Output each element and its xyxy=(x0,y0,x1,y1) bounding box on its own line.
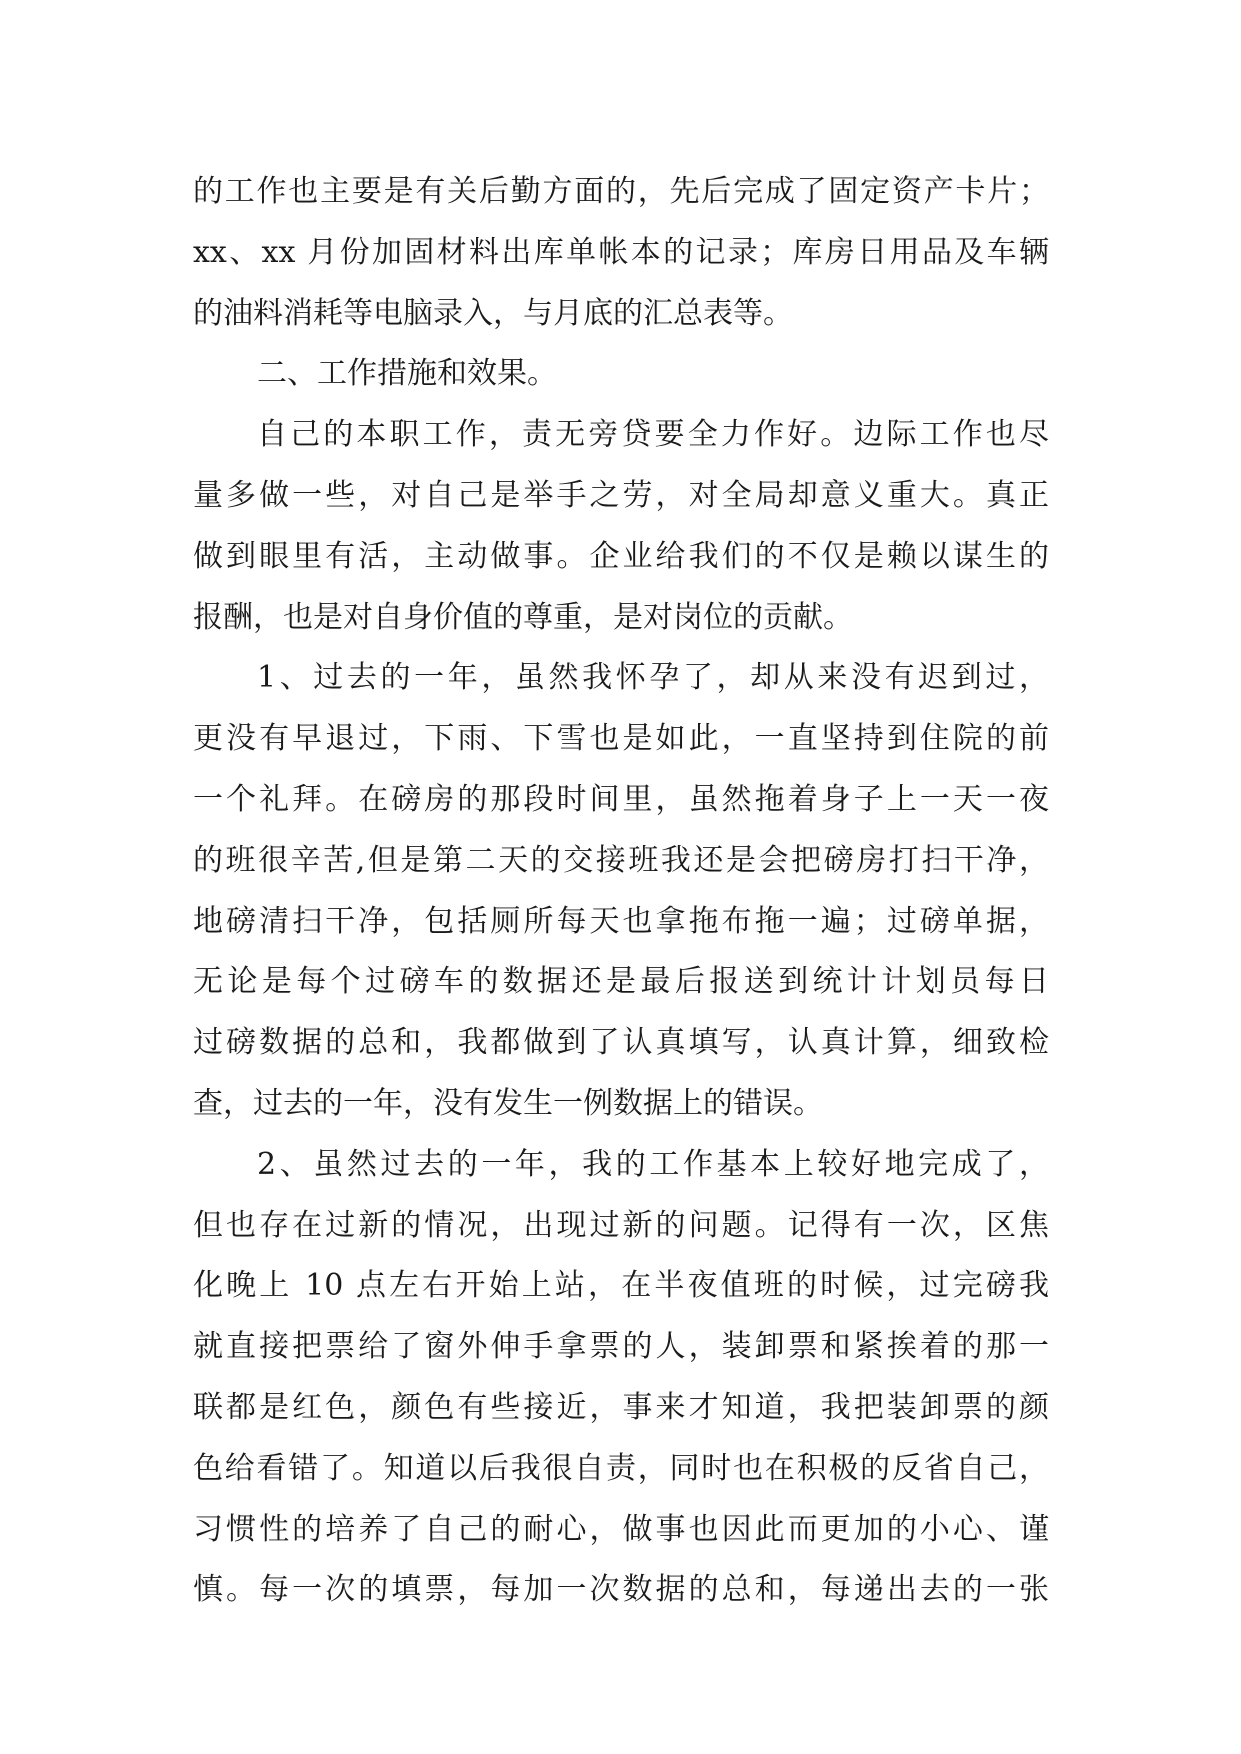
text-line: 慎。每一次的填票，每加一次数据的总和，每递出去的一张 xyxy=(193,1572,1049,1608)
text-line: 查，过去的一年，没有发生一例数据上的错误。 xyxy=(193,1085,823,1121)
text-line: 色给看错了。知道以后我很自责，同时也在积极的反省自己， xyxy=(193,1450,1049,1486)
section-heading: 二、工作措施和效果。 xyxy=(257,356,557,392)
text-line: 的班很辛苦,但是第二天的交接班我还是会把磅房打扫干净， xyxy=(193,842,1049,878)
text-line: 地磅清扫干净，包括厕所每天也拿拖布拖一遍；过磅单据， xyxy=(193,903,1049,939)
text-line: 的油料消耗等电脑录入，与月底的汇总表等。 xyxy=(193,295,793,331)
text-line: 更没有早退过，下雨、下雪也是如此，一直坚持到住院的前 xyxy=(193,721,1049,757)
text-line: 自己的本职工作，责无旁贷要全力作好。边际工作也尽 xyxy=(257,417,1049,453)
text-line: 做到眼里有活，主动做事。企业给我们的不仅是赖以谋生的 xyxy=(193,538,1049,574)
text-line: 联都是红色，颜色有些接近，事来才知道，我把装卸票的颜 xyxy=(193,1389,1049,1425)
text-line: 就直接把票给了窗外伸手拿票的人，装卸票和紧挨着的那一 xyxy=(193,1329,1049,1365)
text-line: 报酬，也是对自身价值的尊重，是对岗位的贡献。 xyxy=(193,599,853,635)
body-text xyxy=(193,162,1049,1621)
text-line: xx、xx 月份加固材料出库单帐本的记录；库房日用品及车辆 xyxy=(193,234,1049,270)
text-line: 一个礼拜。在磅房的那段时间里，虽然拖着身子上一天一夜 xyxy=(193,781,1049,817)
text-line: 2、虽然过去的一年，我的工作基本上较好地完成了， xyxy=(257,1146,1049,1182)
text-line: 习惯性的培养了自己的耐心，做事也因此而更加的小心、谨 xyxy=(193,1511,1049,1547)
text-line: 1、过去的一年，虽然我怀孕了，却从来没有迟到过， xyxy=(257,660,1049,696)
text-line: 但也存在过新的情况，出现过新的问题。记得有一次，区焦 xyxy=(193,1207,1049,1243)
text-line: 量多做一些，对自己是举手之劳，对全局却意义重大。真正 xyxy=(193,477,1049,513)
text-line: 过磅数据的总和，我都做到了认真填写，认真计算，细致检 xyxy=(193,1025,1049,1061)
text-line: 的工作也主要是有关后勤方面的，先后完成了固定资产卡片； xyxy=(193,174,1049,209)
text-line: 化晚上 10 点左右开始上站，在半夜值班的时候，过完磅我 xyxy=(193,1268,1049,1304)
text-line: 无论是每个过磅车的数据还是最后报送到统计计划员每日 xyxy=(193,964,1049,1000)
